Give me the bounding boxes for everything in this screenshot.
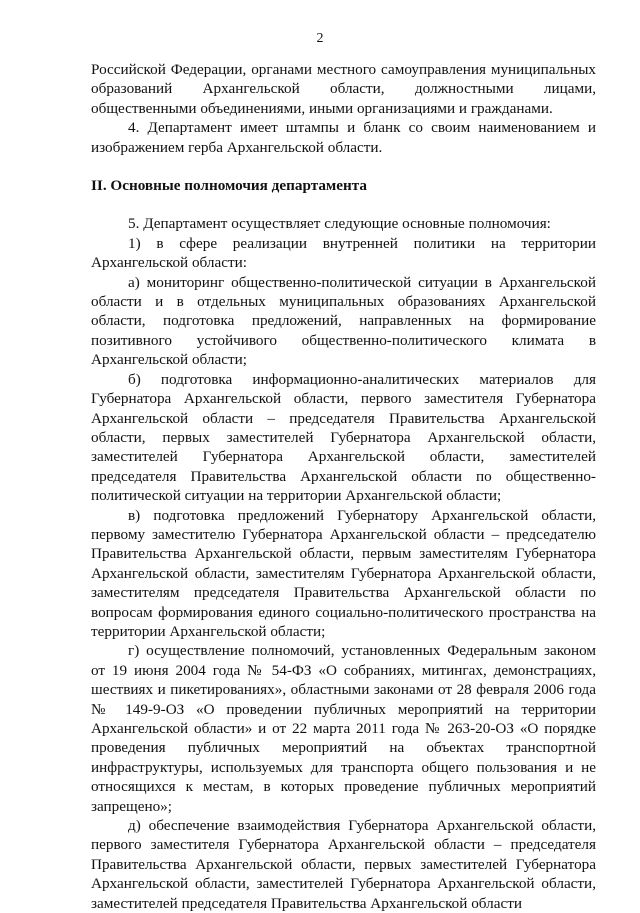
document-body	[91, 60, 596, 913]
section-heading: II. Основные полномочия департамента	[91, 177, 368, 195]
subparagraph-1: 1) в сфере реализации внутренней политики на территории Архангельской области:	[91, 234, 596, 272]
item-d: д) обеспечение взаимодействия Губернатора Архангельской области, первого заместителя Губернатора Архангельской области – председателя Правительства Архангельской области, первых заместителей Губернатора Архангельской области, заместителей Губернатора Архангельской области, заместителей председателя Правительства Архангельской области	[91, 817, 596, 912]
page-number: 2	[316, 31, 324, 46]
item-g: г) осуществление полномочий, установленных Федеральным законом от 19 июня 2004 года № 54-ФЗ «О собраниях, митингах, демонстрациях, шествиях и пикетированиях», областными законами от 28 февраля 2006 года № 149-9-ОЗ «О проведении публичных мероприятий на территории Архангельской области» и от 22 марта 2011 года № 263-20-ОЗ «О порядке проведения публичных мероприятий на объектах транспортной инфраструктуры, используемых для транспорта общего пользования и не относящихся к местам, в которых проведение публичных мероприятий запрещено»;	[91, 642, 596, 815]
paragraph-5: 5. Департамент осуществляет следующие основные полномочия:	[128, 215, 551, 233]
paragraph-continuation: Российской Федерации, органами местного самоуправления муниципальных образований Архангельской области, должностными лицами, общественными объединениями, иными организациями и гражданами.	[91, 61, 596, 117]
item-a: а) мониторинг общественно-политической ситуации в Архангельской области и в отдельных муниципальных образованиях Архангельской области, подготовка предложений, направленных на формирование позитивного устойчивого общественно-политического климата в Архангельской области;	[91, 273, 596, 369]
item-v: в) подготовка предложений Губернатору Архангельской области, первому заместителю Губернатора Архангельской области – председателю Правительства Архангельской области, первым заместителям Губернатора Архангельской области, заместителям Губернатора Архангельской области, заместителям председателя Правительства Архангельской области по вопросам формирования единого социально-политического пространства на территории Архангельской области;	[91, 506, 596, 640]
item-b: б) подготовка информационно-аналитических материалов для Губернатора Архангельской области, первого заместителя Губернатора Архангельской области – председателя Правительства Архангельской области, первых заместителей Губернатора Архангельской области, заместителей Губернатора Архангельской области, заместителей председателя Правительства Архангельской области по общественно-политической ситуации на территории Архангельской области;	[91, 370, 596, 505]
paragraph-4: 4. Департамент имеет штампы и бланк со своим наименованием и изображением герба Архангельской области.	[91, 119, 596, 156]
